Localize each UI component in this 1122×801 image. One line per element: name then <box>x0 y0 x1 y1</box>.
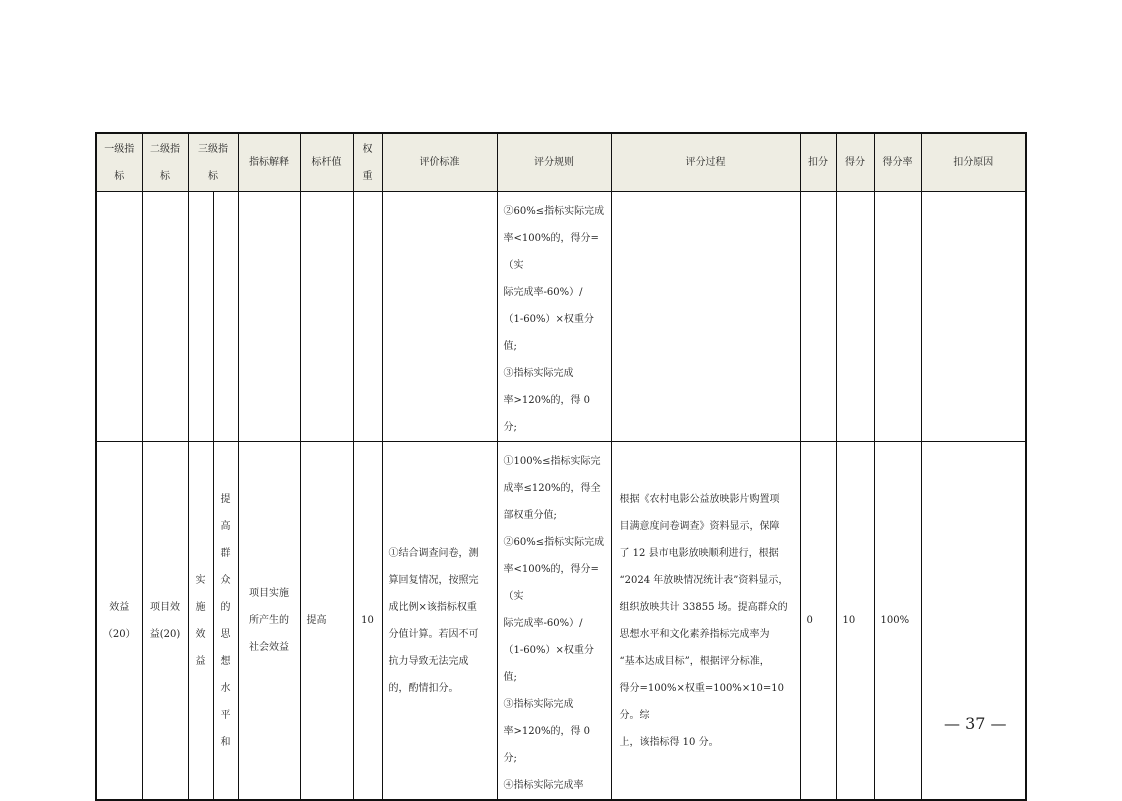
header-weight: 权 重 <box>353 133 382 192</box>
cell-benchmark: 提高 <box>300 442 353 801</box>
cell-empty <box>213 192 238 442</box>
cell-level3b <box>213 442 238 801</box>
header-score-rate: 得分率 <box>874 133 921 192</box>
header-explanation: 指标解释 <box>238 133 300 192</box>
header-score: 得分 <box>836 133 874 192</box>
header-level2: 二级指 标 <box>142 133 188 192</box>
vertical-char: 高 <box>220 520 231 532</box>
header-deduction: 扣分 <box>800 133 836 192</box>
cell-level2: 项目效 益(20) <box>142 442 188 801</box>
header-level3: 三级指 标 <box>188 133 238 192</box>
cell-deduction-reason <box>921 442 1026 801</box>
vertical-char: 想 <box>220 655 231 667</box>
header-row <box>96 133 1026 192</box>
cell-deduction: 0 <box>800 442 836 801</box>
header-deduction-reason: 扣分原因 <box>921 133 1026 192</box>
table-row <box>96 192 1026 442</box>
header-rules: 评分规则 <box>497 133 611 192</box>
cell-empty <box>921 192 1026 442</box>
cell-empty <box>188 192 213 442</box>
vertical-char: 施 <box>195 601 206 613</box>
cell-rules: ①100%≤指标实际完 成率≤120%的，得全 部权重分值; ②60%≤指标实际完成 率<100%的，得分=（实 际完成率-60%）/ （1-60%）×权重分值; ③指标实际完成 率>120%的，得 0 分; ④指标实际完成率 <box>497 442 611 801</box>
cell-empty <box>96 192 142 442</box>
header-benchmark: 标杆值 <box>300 133 353 192</box>
header-criteria: 评价标准 <box>382 133 497 192</box>
cell-empty <box>874 192 921 442</box>
header-process: 评分过程 <box>611 133 800 192</box>
cell-weight: 10 <box>353 442 382 801</box>
vertical-char: 益 <box>195 655 206 667</box>
vertical-char: 效 <box>195 628 206 640</box>
vertical-char: 实 <box>195 574 206 586</box>
cell-level1: 效益 （20） <box>96 442 142 801</box>
cell-empty <box>353 192 382 442</box>
cell-empty <box>836 192 874 442</box>
vertical-char: 水 <box>220 682 231 694</box>
cell-rules: ②60%≤指标实际完成 率<100%的，得分=（实 际完成率-60%）/ （1-60%）×权重分值; ③指标实际完成 率>120%的，得 0 分; <box>497 192 611 442</box>
evaluation-table <box>95 132 1027 801</box>
vertical-char: 众 <box>220 574 231 586</box>
vertical-text <box>214 486 238 756</box>
page-number: — 37 — <box>944 714 1007 733</box>
vertical-char: 平 <box>220 709 231 721</box>
cell-score: 10 <box>836 442 874 801</box>
cell-empty <box>300 192 353 442</box>
vertical-char: 提 <box>220 493 231 505</box>
cell-empty <box>382 192 497 442</box>
vertical-char: 思 <box>220 628 231 640</box>
vertical-text <box>189 567 213 675</box>
cell-level3a <box>188 442 213 801</box>
cell-empty <box>611 192 800 442</box>
cell-explanation: 项目实施 所产生的 社会效益 <box>238 442 300 801</box>
vertical-char: 群 <box>220 547 231 559</box>
vertical-char: 的 <box>220 601 231 613</box>
cell-empty <box>142 192 188 442</box>
cell-process: 根据《农村电影公益放映影片购置项 目满意度问卷调查》资料显示，保障 了 12 县市电影放映顺利进行，根据 “2024 年放映情况统计表”资料显示， 组织放映共计 33855 场。提高群众的 思想水平和文化素养指标完成率为 “基本达成目标”，根据评分标准， 得分=100%×权重=100%×10=10 分。综 上，该指标得 10 分。 <box>611 442 800 801</box>
cell-empty <box>800 192 836 442</box>
cell-criteria: ①结合调查问卷，测 算回复情况，按照完 成比例×该指标权重 分值计算。若因不可 抗力导致无法完成 的，酌情扣分。 <box>382 442 497 801</box>
cell-empty <box>238 192 300 442</box>
table-row <box>96 442 1026 801</box>
cell-score-rate: 100% <box>874 442 921 801</box>
vertical-char: 和 <box>220 736 231 748</box>
header-level1: 一级指 标 <box>96 133 142 192</box>
